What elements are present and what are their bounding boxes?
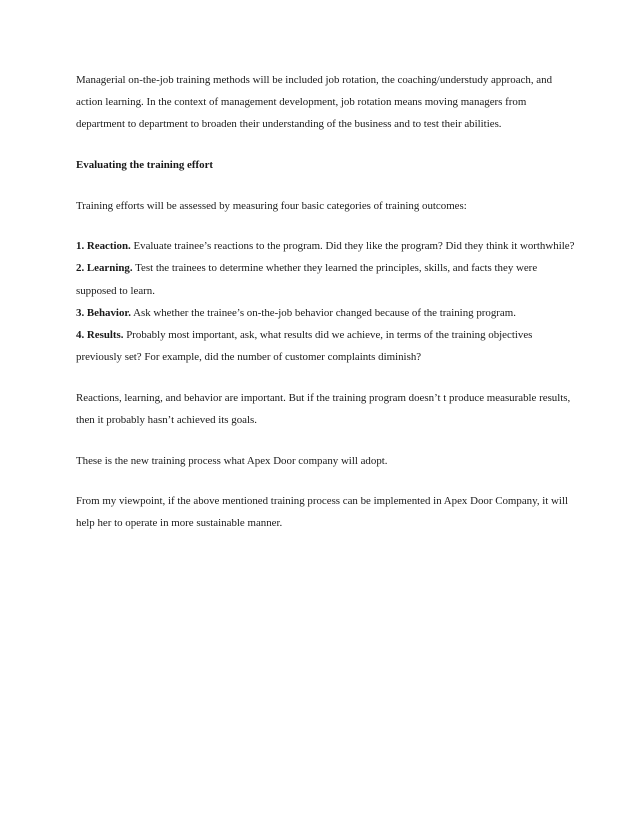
outcome-label: 3. Behavior. xyxy=(76,306,131,319)
outcomes-list xyxy=(76,235,576,368)
outcome-label: 1. Reaction. xyxy=(76,240,131,253)
outcome-item-behavior xyxy=(76,302,576,324)
paragraph-intro: Training efforts will be assessed by measuring four basic categories of training outcomes: xyxy=(76,199,467,212)
paragraph-spacer xyxy=(76,472,576,490)
outcome-item-results xyxy=(76,324,576,368)
paragraph-spacer xyxy=(76,217,576,235)
outcome-text: Ask whether the trainee’s on-the-job behavior changed because of the training program. xyxy=(130,306,516,319)
paragraph-job-rotation: Managerial on-the-job training methods will be included job rotation, the coaching/understudy approach, and action learning. In the context of management development, job rotation means moving managers from department to department to broaden their understanding of the business and to test their abilities. xyxy=(76,74,553,131)
outcome-label: 2. Learning. xyxy=(76,262,133,275)
outcome-text: Probably most important, ask, what results did we achieve, in terms of the training objectives previously set? For example, did the number of customer complaints diminish? xyxy=(76,329,533,364)
section-heading: Evaluating the training effort xyxy=(76,159,214,171)
paragraph-spacer xyxy=(76,368,576,386)
paragraph-viewpoint: From my viewpoint, if the above mentioned training process can be implemented in Apex Door Company, it will help her to operate in more sustainable manner. xyxy=(76,495,568,530)
outcome-label: 4. Results. xyxy=(76,329,124,341)
outcome-text: Evaluate trainee’s reactions to the program. Did they like the program? Did they think it worthwhile? xyxy=(130,240,575,253)
outcome-item-reaction xyxy=(76,235,576,257)
paragraph-reactions: Reactions, learning, and behavior are important. But if the training program doesn’t t produce measurable results, then it probably hasn’t achieved its goals. xyxy=(76,391,571,426)
paragraph-process: These is the new training process what Apex Door company will adopt. xyxy=(76,454,388,467)
outcome-text: Test the trainees to determine whether they learned the principles, skills, and facts they were supposed to learn. xyxy=(76,262,538,297)
paragraph-spacer xyxy=(76,431,576,449)
paragraph-spacer xyxy=(76,176,576,194)
paragraph-spacer xyxy=(76,136,576,154)
outcome-item-learning xyxy=(76,257,576,301)
document-body xyxy=(76,69,576,535)
